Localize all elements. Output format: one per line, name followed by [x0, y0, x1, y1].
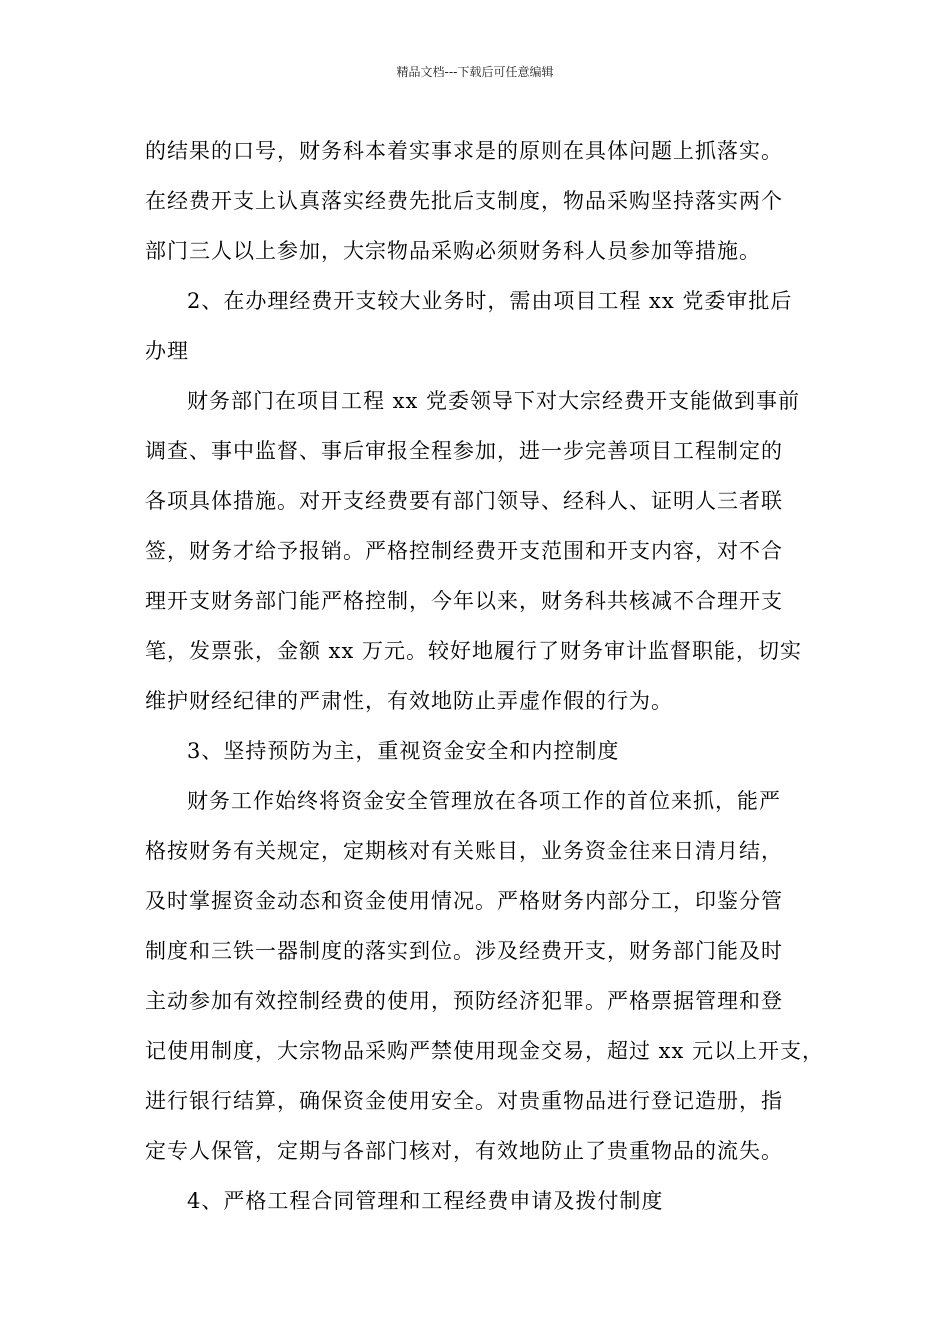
text-line: 的结果的口号，财务科本着实事求是的原则在具体问题上抓落实。: [145, 139, 783, 163]
text-line: 及时掌握资金动态和资金使用情况。严格财务内部分工，印鉴分管: [145, 889, 783, 913]
text-line: 笔，发票张，金额 xx 万元。较好地履行了财务审计监督职能，切实: [145, 639, 803, 663]
text-line: 签，财务才给予报销。严格控制经费开支范围和开支内容，对不合: [145, 539, 783, 563]
section-heading-2: 2、在办理经费开支较大业务时，需由项目工程 xx 党委审批后: [187, 289, 793, 313]
text-line: 财务工作始终将资金安全管理放在各项工作的首位来抓，能严: [187, 789, 781, 813]
text-line: 维护财经纪律的严肃性，有效地防止弄虚作假的行为。: [145, 689, 673, 713]
section-heading-3: 3、坚持预防为主，重视资金安全和内控制度: [187, 739, 620, 763]
text-line: 调查、事中监督、事后审报全程参加，进一步完善项目工程制定的: [145, 439, 783, 463]
text-line: 财务部门在项目工程 xx 党委领导下对大宗经费开支能做到事前: [187, 389, 801, 413]
text-line: 办理: [145, 339, 189, 363]
text-line: 进行银行结算，确保资金使用安全。对贵重物品进行登记造册，指: [145, 1089, 783, 1113]
text-line: 格按财务有关规定，定期核对有关账目，业务资金往来日清月结，: [145, 839, 783, 863]
text-line: 部门三人以上参加，大宗物品采购必须财务科人员参加等措施。: [145, 239, 761, 263]
text-line: 制度和三铁一器制度的落实到位。涉及经费开支，财务部门能及时: [145, 939, 783, 963]
section-heading-4: 4、严格工程合同管理和工程经费申请及拨付制度: [187, 1189, 664, 1213]
text-line: 在经费开支上认真落实经费先批后支制度，物品采购坚持落实两个: [145, 189, 783, 213]
text-line: 理开支财务部门能严格控制，今年以来，财务科共核减不合理开支: [145, 589, 783, 613]
page-header: 精品文档---下载后可任意编辑: [396, 65, 554, 79]
document-body: [145, 126, 825, 1226]
text-line: 各项具体措施。对开支经费要有部门领导、经科人、证明人三者联: [145, 489, 783, 513]
text-line: 定专人保管，定期与各部门核对，有效地防止了贵重物品的流失。: [145, 1139, 783, 1163]
text-line: 主动参加有效控制经费的使用，预防经济犯罪。严格票据管理和登: [145, 989, 783, 1013]
text-line: 记使用制度，大宗物品采购严禁使用现金交易，超过 xx 元以上开支，: [145, 1039, 825, 1063]
